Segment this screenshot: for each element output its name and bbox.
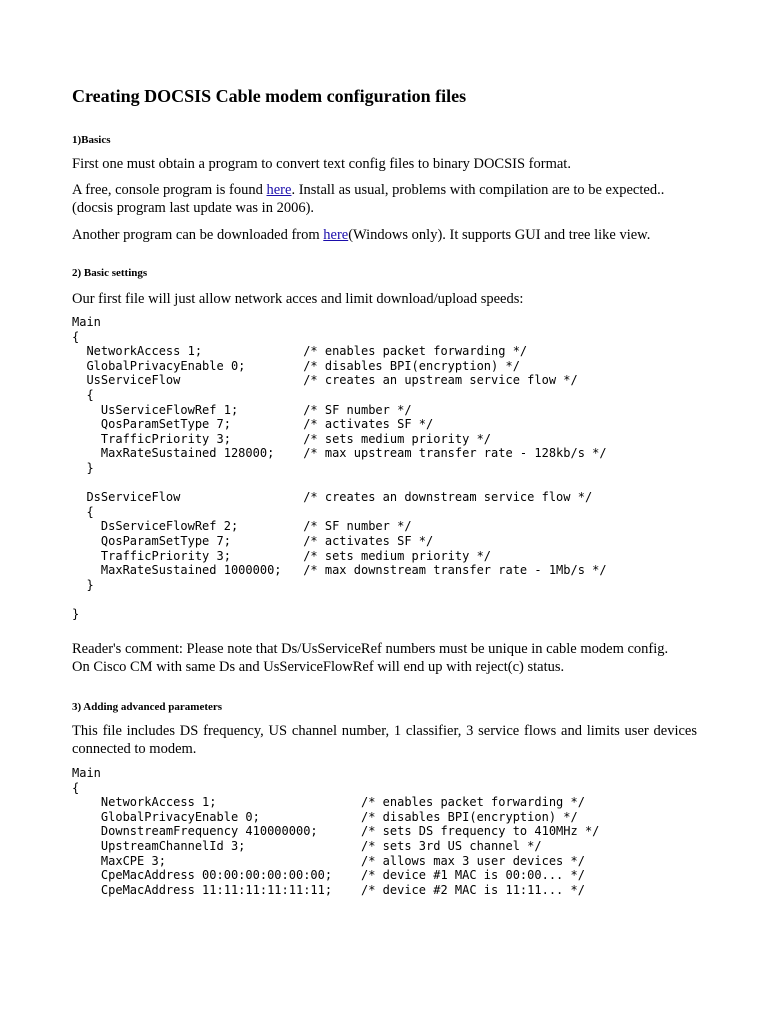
basics-paragraph-2-line-2: (docsis program last update was in 2006). — [72, 200, 315, 216]
readers-comment — [72, 640, 697, 676]
readers-comment-line-2: On Cisco CM with same Ds and UsServiceFlowRef will end up with reject(c) status. — [72, 659, 565, 675]
windows-program-download-link[interactable]: here — [323, 227, 349, 243]
basics-paragraph-1: First one must obtain a program to convert text config files to binary DOCSIS format. — [72, 156, 571, 172]
section-heading-advanced-parameters: 3) Adding advanced parameters — [72, 701, 223, 713]
readers-comment-line-1: Reader's comment: Please note that Ds/UsServiceRef numbers must be unique in cable modem config. — [72, 641, 669, 657]
page-title: Creating DOCSIS Cable modem configuration files — [72, 86, 467, 106]
basics-paragraph-3-text-before: Another program can be downloaded from — [72, 227, 324, 243]
advanced-config-code-block: Main { NetworkAccess 1; /* enables packet forwarding */ GlobalPrivacyEnable 0; /* disables BPI(encryption) */ DownstreamFrequency 410000000; /* sets DS frequency to 410MHz */ UpstreamChannelId 3; /* sets 3rd US channel */ MaxCPE 3; /* allows max 3 user devices */ CpeMacAddress 00:00:00:00:00:00; /* device #1 MAC is 00:00... */ CpeMacAddress 11:11:11:11:11:11; /* device #2 MAC is 11:11... */ — [72, 766, 600, 897]
basics-paragraph-3 — [72, 226, 697, 244]
basics-paragraph-2 — [72, 181, 697, 217]
section-heading-basics: 1)Basics — [72, 134, 111, 146]
section-heading-basic-settings: 2) Basic settings — [72, 267, 148, 279]
basics-paragraph-3-text-after: (Windows only). It supports GUI and tree like view. — [348, 227, 651, 243]
advanced-intro: This file includes DS frequency, US channel number, 1 classifier, 3 service flows and limits user devices connected to modem. — [72, 723, 697, 757]
basic-settings-intro: Our first file will just allow network acces and limit download/upload speeds: — [72, 291, 524, 307]
docsis-console-download-link[interactable]: here — [266, 182, 292, 198]
basics-paragraph-2-text-after: . Install as usual, problems with compilation are to be expected.. — [291, 182, 665, 198]
basic-config-code-block: Main { NetworkAccess 1; /* enables packet forwarding */ GlobalPrivacyEnable 0; /* disables BPI(encryption) */ UsServiceFlow /* creates an upstream service flow */ { UsServiceFlowRef 1; /* SF number */ QosParamSetType 7; /* activates SF */ TrafficPriority 3; /* sets medium priority */ MaxRateSustained 128000; /* max upstream transfer rate - 128kb/s */ } DsServiceFlow /* creates an downstream service flow */ { DsServiceFlowRef 2; /* SF number */ QosParamSetType 7; /* activates SF */ TrafficPriority 3; /* sets medium priority */ MaxRateSustained 1000000; /* max downstream transfer rate - 1Mb/s */ } } — [72, 315, 607, 621]
basics-paragraph-2-text-before: A free, console program is found — [72, 182, 267, 198]
